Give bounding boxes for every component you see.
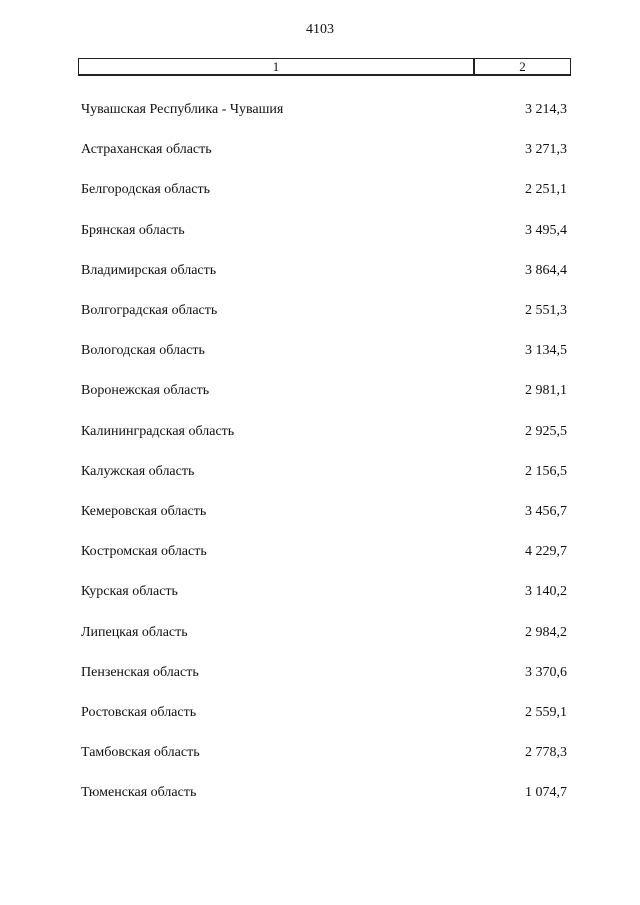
table-row	[81, 653, 567, 693]
region-name: Тюменская область	[81, 785, 197, 801]
region-name: Воронежская область	[81, 383, 210, 399]
table-row	[81, 170, 567, 210]
region-value: 2 251,1	[525, 182, 567, 198]
region-name: Калужская область	[81, 463, 195, 479]
region-value: 2 778,3	[525, 745, 567, 761]
region-value: 2 984,2	[525, 624, 567, 640]
region-value: 3 134,5	[525, 343, 567, 359]
region-value: 3 370,6	[525, 664, 567, 680]
region-name: Белгородская область	[81, 182, 211, 198]
region-name: Владимирская область	[81, 262, 217, 278]
table-row	[81, 331, 567, 371]
table-row	[81, 572, 567, 612]
region-name: Пензенская область	[81, 664, 199, 680]
region-value: 2 559,1	[525, 704, 567, 720]
page-number: 4103	[306, 22, 334, 37]
region-value: 3 214,3	[525, 102, 567, 118]
table-row	[81, 492, 567, 532]
table-row	[81, 211, 567, 251]
region-name: Брянская область	[81, 222, 185, 238]
region-value: 2 551,3	[525, 303, 567, 319]
region-name: Волгоградская область	[81, 303, 218, 319]
table-row	[81, 452, 567, 492]
region-value: 2 925,5	[525, 423, 567, 439]
table-row	[81, 130, 567, 170]
table-row	[81, 733, 567, 773]
table-row	[81, 612, 567, 652]
region-value: 1 074,7	[525, 785, 567, 801]
table-body	[81, 90, 567, 813]
region-value: 3 271,3	[525, 142, 567, 158]
region-name: Чувашская Республика - Чувашия	[81, 102, 284, 118]
region-name: Ростовская область	[81, 704, 197, 720]
region-value: 2 156,5	[525, 463, 567, 479]
region-value: 4 229,7	[525, 544, 567, 560]
region-value: 3 495,4	[525, 222, 567, 238]
table-row	[81, 773, 567, 813]
region-name: Липецкая область	[81, 624, 188, 640]
region-name: Курская область	[81, 584, 178, 600]
region-value: 3 864,4	[525, 262, 567, 278]
region-name: Тамбовская область	[81, 745, 200, 761]
region-name: Астраханская область	[81, 142, 212, 158]
region-name: Вологодская область	[81, 343, 205, 359]
region-value: 3 140,2	[525, 584, 567, 600]
column-header-1: 1	[78, 58, 474, 76]
region-name: Костромская область	[81, 544, 207, 560]
table-row	[81, 251, 567, 291]
table-row	[81, 693, 567, 733]
table-row	[81, 371, 567, 411]
table-row	[81, 291, 567, 331]
region-value: 3 456,7	[525, 503, 567, 519]
table-row	[81, 412, 567, 452]
table-row	[81, 532, 567, 572]
region-name: Калининградская область	[81, 423, 235, 439]
region-value: 2 981,1	[525, 383, 567, 399]
table-header	[78, 58, 571, 76]
table-row	[81, 90, 567, 130]
region-name: Кемеровская область	[81, 503, 207, 519]
column-header-2: 2	[474, 58, 571, 76]
